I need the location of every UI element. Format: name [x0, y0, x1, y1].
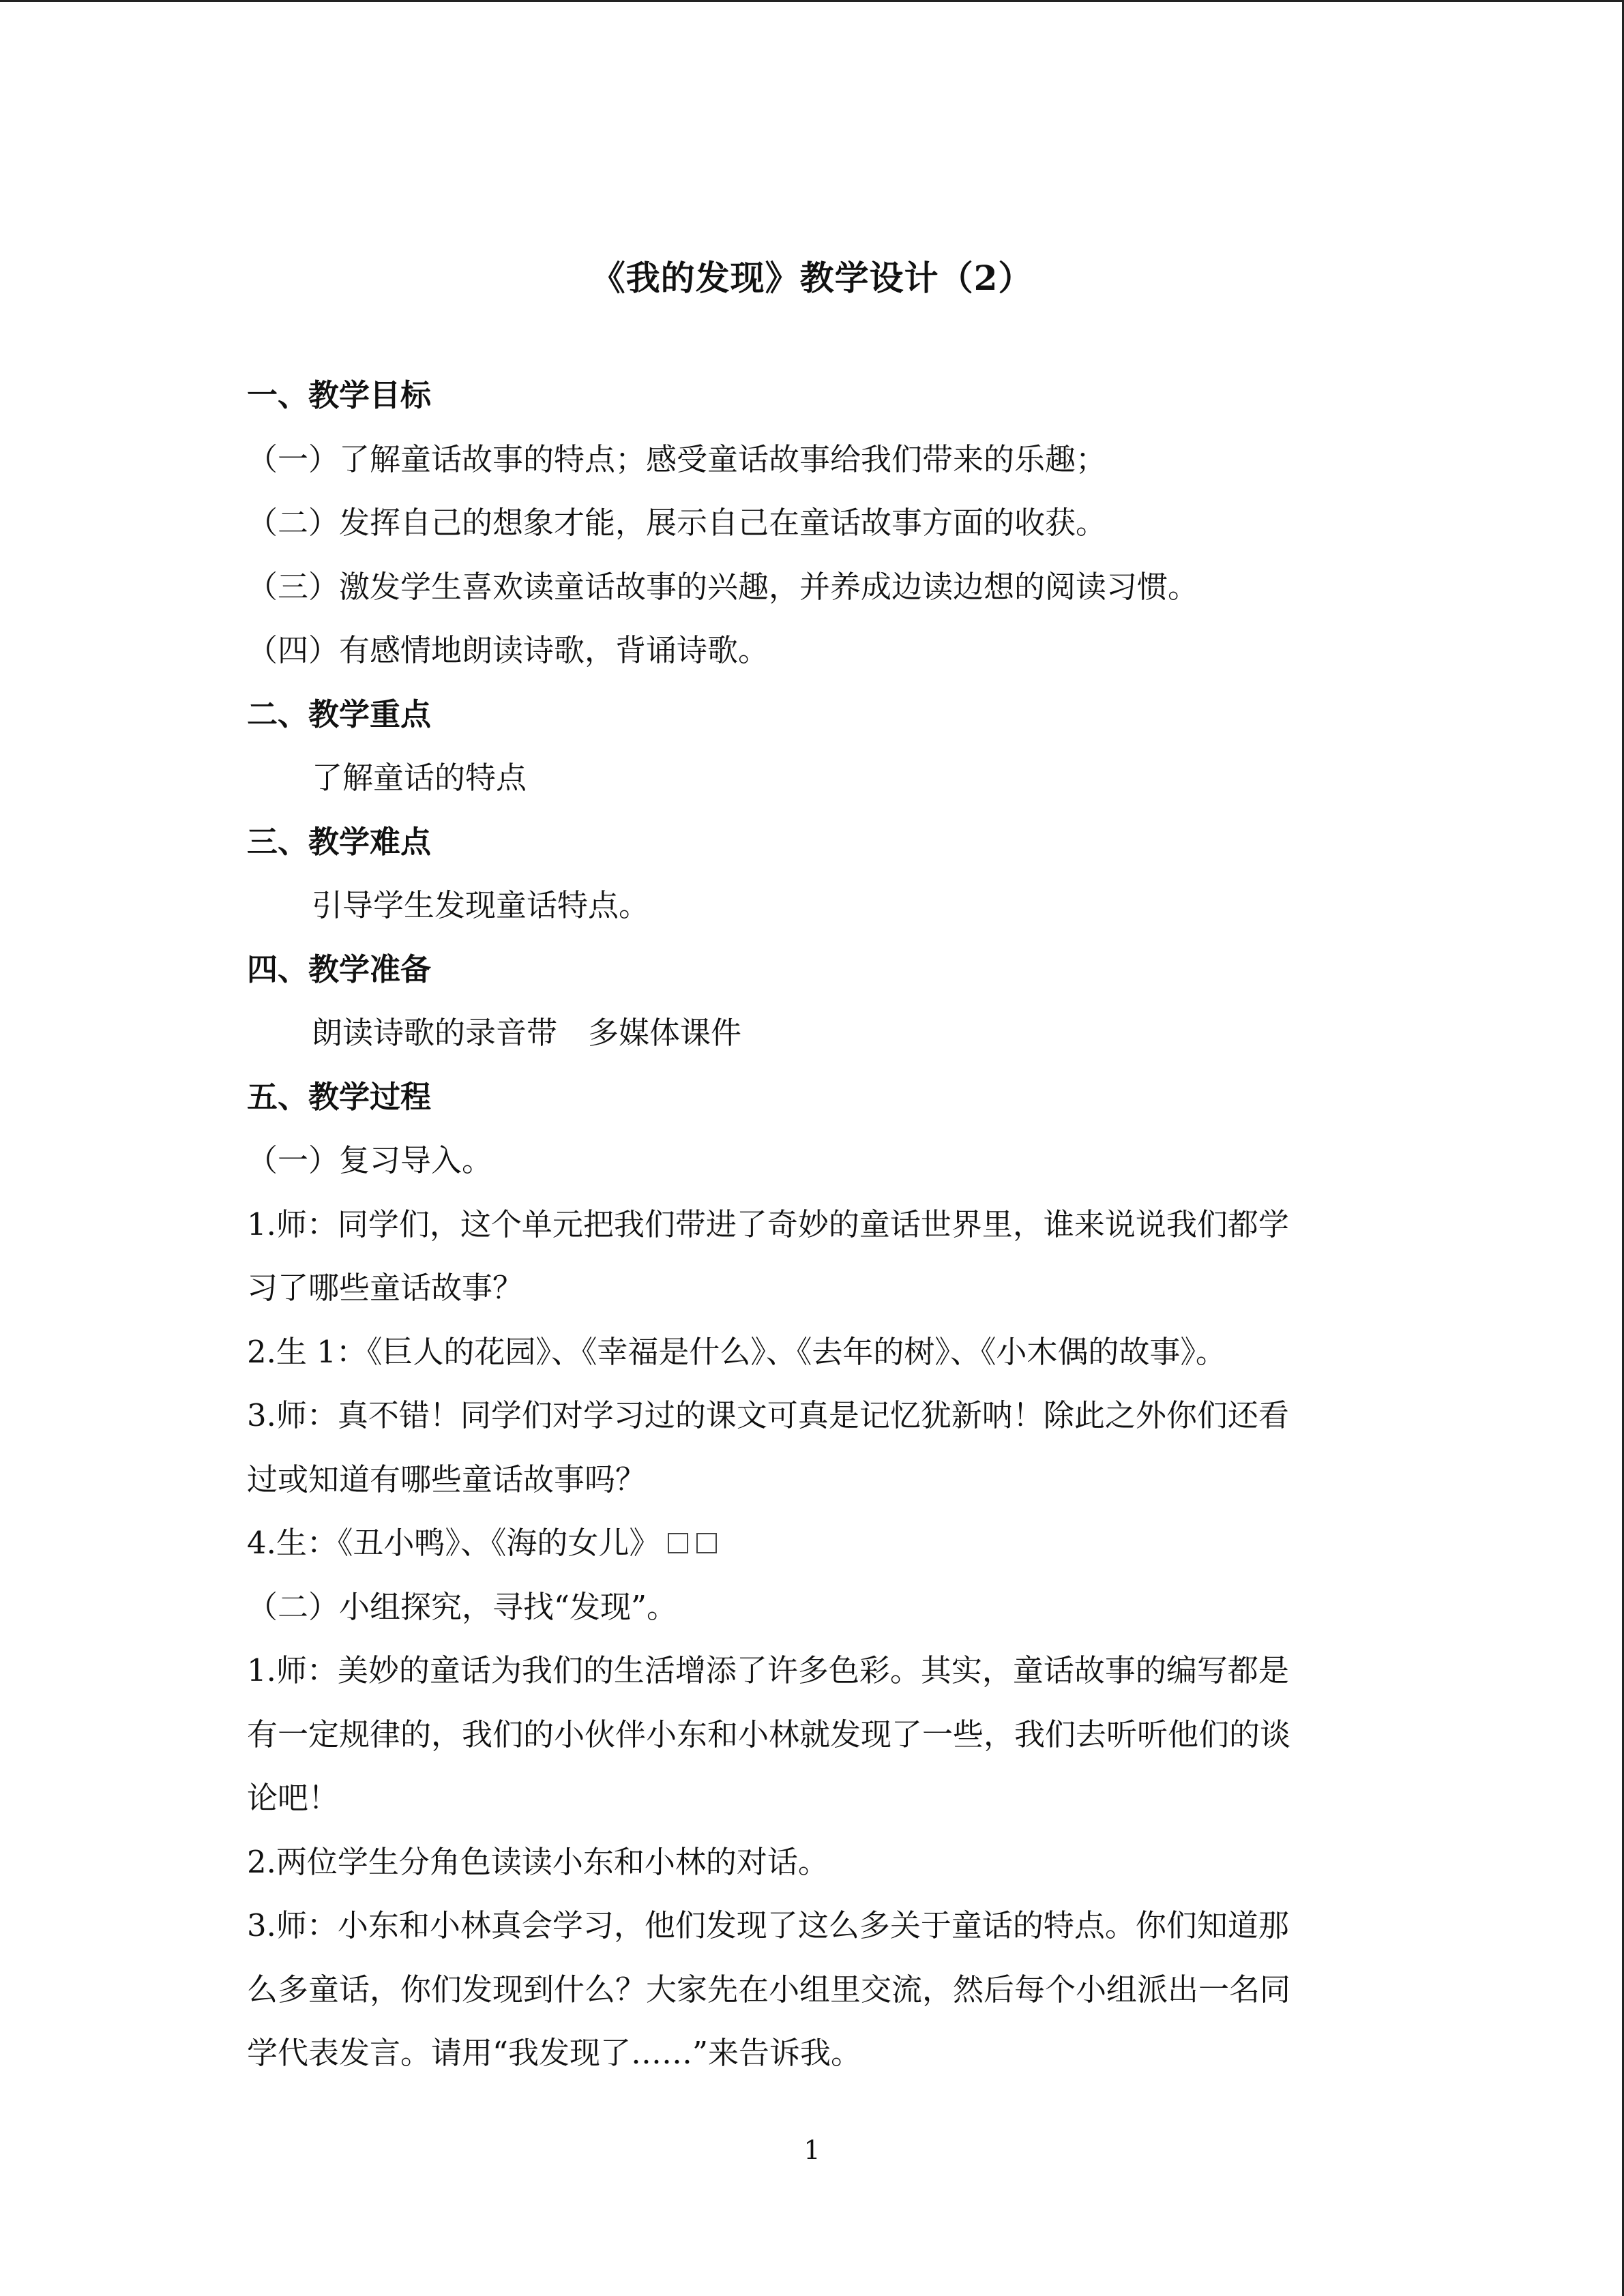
process-part2-title: （二）小组探究，寻找“发现”。 — [247, 1588, 678, 1625]
document-body — [247, 363, 1365, 2085]
process-part1-line-4: 3.师：真不错！同学们对学习过的课文可真是记忆犹新呐！除此之外你们还看 — [247, 1397, 1289, 1433]
process-part1-line-2: 习了哪些童话故事？ — [247, 1270, 524, 1306]
objective-item-2: （二）发挥自己的想象才能，展示自己在童话故事方面的收获。 — [247, 505, 1107, 541]
process-part1-title: （一）复习导入。 — [247, 1142, 493, 1178]
objective-item-1: （一）了解童话故事的特点；感受童话故事给我们带来的乐趣； — [247, 441, 1107, 477]
process-part1-line-3: 2.生 1：《巨人的花园》、《幸福是什么》、《去年的树》、《小木偶的故事》。 — [247, 1333, 1226, 1370]
process-part2-line-1: 1.师：美妙的童话为我们的生活增添了许多色彩。其实，童话故事的编写都是 — [247, 1652, 1289, 1688]
section-heading-objectives: 一、教学目标 — [247, 377, 432, 413]
document-title: 《我的发现》教学设计（2） — [591, 258, 1033, 298]
missing-glyph-box-icon — [668, 1533, 688, 1553]
section-heading-preparation: 四、教学准备 — [247, 951, 432, 987]
preparation-text: 朗读诗歌的录音带 多媒体课件 — [312, 1015, 742, 1051]
key-points-text: 了解童话的特点 — [312, 760, 527, 796]
missing-glyph-box-icon — [696, 1533, 717, 1553]
page-number: 1 — [803, 2135, 821, 2165]
objective-item-3: （三）激发学生喜欢读童话故事的兴趣，并养成边读边想的阅读习惯。 — [247, 568, 1199, 605]
process-part1-line-6: 4.生：《丑小鸭》、《海的女儿》 — [247, 1525, 660, 1561]
process-part1-line-5: 过或知道有哪些童话故事吗？ — [247, 1461, 647, 1497]
process-part1-line-1: 1.师：同学们，这个单元把我们带进了奇妙的童话世界里，谁来说说我们都学 — [247, 1206, 1289, 1242]
process-part2-line-3: 论吧！ — [247, 1780, 340, 1816]
process-part2-line-4: 2.两位学生分角色读读小东和小林的对话。 — [247, 1843, 829, 1880]
section-heading-difficulties: 三、教学难点 — [247, 823, 432, 860]
process-part2-line-2: 有一定规律的，我们的小伙伴小东和小林就发现了一些，我们去听听他们的谈 — [247, 1716, 1291, 1753]
difficulties-text: 引导学生发现童话特点。 — [312, 887, 650, 923]
process-part2-line-6: 么多童话，你们发现到什么？大家先在小组里交流，然后每个小组派出一名同 — [247, 1971, 1291, 2008]
process-part1-line-6-container — [247, 1511, 1365, 1575]
process-part2-line-5: 3.师：小东和小林真会学习，他们发现了这么多关于童话的特点。你们知道那 — [247, 1907, 1289, 1943]
process-part2-line-7: 学代表发言。请用“我发现了……”来告诉我。 — [247, 2035, 862, 2071]
section-heading-key-points: 二、教学重点 — [247, 696, 432, 732]
objective-item-4: （四）有感情地朗读诗歌，背诵诗歌。 — [247, 632, 769, 668]
section-heading-process: 五、教学过程 — [247, 1078, 432, 1115]
